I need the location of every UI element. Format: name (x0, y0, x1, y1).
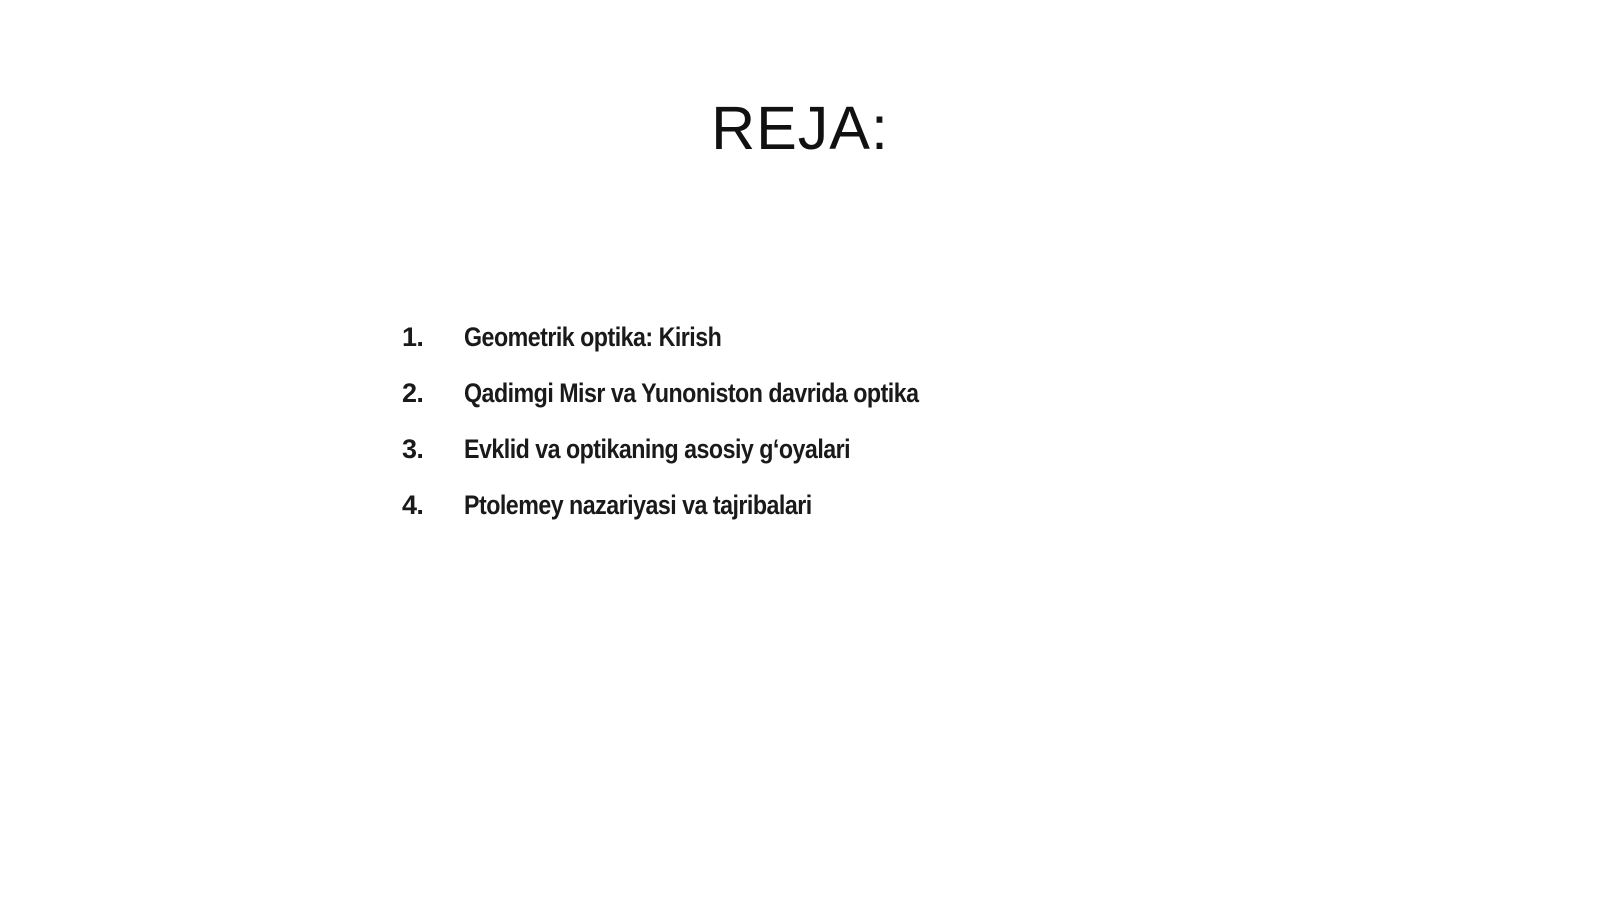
list-item-number: 1. (402, 322, 424, 352)
list-item (402, 322, 993, 378)
list-item-text: Qadimgi Misr va Yunoniston davrida optika (464, 378, 919, 408)
list-item (402, 490, 993, 546)
list-item-number: 4. (402, 490, 424, 520)
list-item-number: 2. (402, 378, 424, 408)
agenda-list (402, 322, 993, 546)
list-item (402, 434, 993, 490)
list-item (402, 378, 993, 434)
list-item-text: Evklid va optikaning asosiy g‘oyalari (464, 434, 851, 464)
list-item-text: Ptolemey nazariyasi va tajribalari (464, 490, 812, 520)
list-item-text: Geometrik optika: Kirish (464, 322, 722, 352)
slide-title: REJA: (711, 94, 889, 162)
list-item-number: 3. (402, 434, 424, 464)
